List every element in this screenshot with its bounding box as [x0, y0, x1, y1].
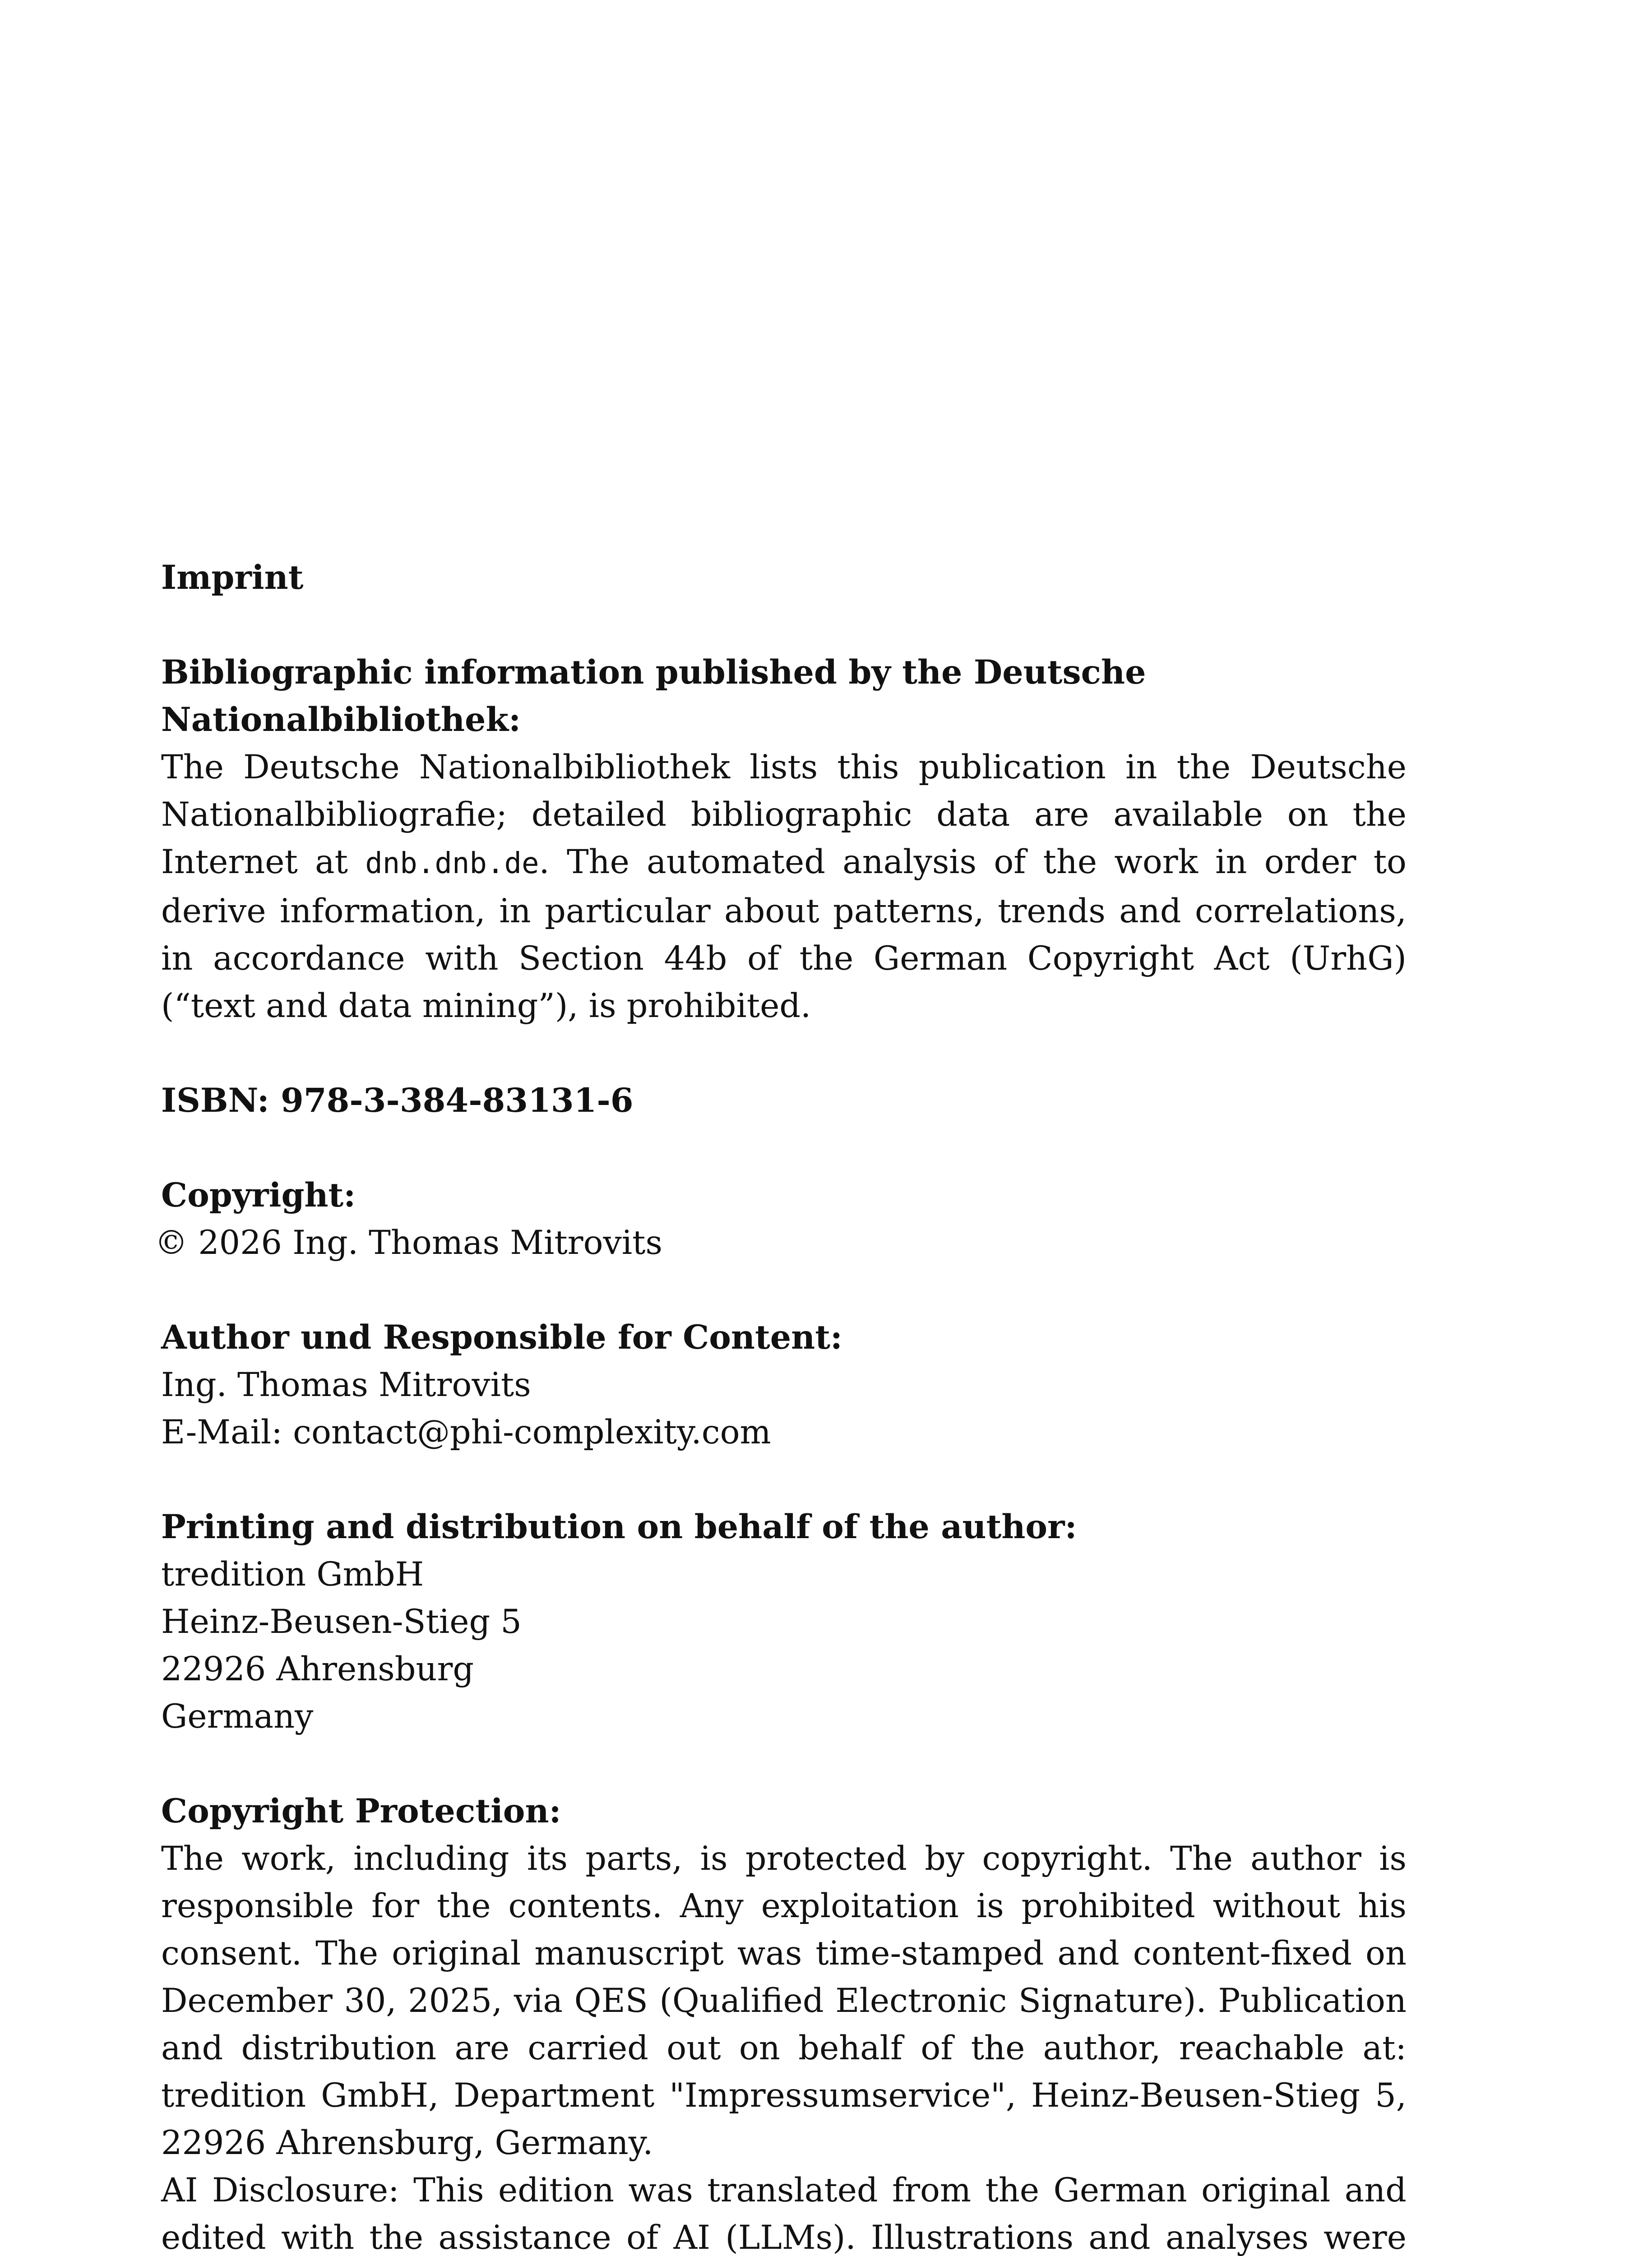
ai-disclosure: AI Disclosure: This edition was translated from the German original and edited with the assistance of AI (LLMs). Illustrations and analyses were [161, 2171, 1407, 2256]
bibliographic-paragraph [161, 744, 1407, 1030]
protection-heading: Copyright Protection: [161, 1792, 561, 1831]
bibliographic-text: The Deutsche Nationalbibliothek lists this publication in the Deutsche Nationalbibliografie; detailed bibliographic data are available on the Internet at [161, 748, 1407, 881]
imprint-page [155, 554, 1407, 2256]
author-heading: Author und Responsible for Content: [161, 1318, 842, 1357]
printer-name: tredition GmbH [161, 1555, 424, 1594]
dnb-url: dnb.dnb.de [365, 847, 539, 880]
protection-section [161, 1788, 1407, 2256]
isbn-section [161, 1077, 1407, 1124]
protection-text: The work, including its parts, is protected by copyright. The author is responsible for the contents. Any exploitation is prohibited without his consent. The original manuscript was time-stamped and content-fixed on December 30, 2025, via QES (Qualified Electronic Signature). Publication and distribution are carried out on behalf of the author, reachable at: tredition GmbH, Department "Impressumservice", Heinz-Beusen-Stieg 5, 22926 Ahrensburg, Germany. [161, 1840, 1407, 2162]
printer-street: Heinz-Beusen-Stieg 5 [161, 1603, 522, 1641]
printer-city: 22926 Ahrensburg [161, 1650, 474, 1688]
imprint-title: Imprint [161, 558, 304, 597]
copyright-heading: Copyright: [161, 1176, 356, 1215]
copyright-line: © 2026 Ing. Thomas Mitrovits [155, 1224, 662, 1262]
printing-section [161, 1503, 1407, 1740]
author-name: Ing. Thomas Mitrovits [161, 1366, 531, 1404]
tdm-text: The automated analysis of the work in order to derive information, in particular about patterns, trends and correlations, in accordance with Section 44b of the German Copyright Act (UrhG) (“text and data mining”), is prohibited. [161, 843, 1407, 1025]
printing-heading: Printing and distribution on behalf of the author: [161, 1507, 1077, 1546]
imprint-title-section [161, 554, 1407, 601]
author-section [161, 1314, 1407, 1456]
isbn: ISBN: 978-3-384-83131-6 [161, 1081, 634, 1120]
bibliographic-heading: Bibliographic information published by the Deutsche Nationalbibliothek: [161, 653, 1146, 739]
bibliographic-section [161, 649, 1407, 1030]
bibliographic-url-suffix: . [539, 843, 550, 881]
copyright-section [155, 1172, 1407, 1267]
author-email: E-Mail: contact@phi-complexity.com [161, 1413, 771, 1452]
printer-country: Germany [161, 1697, 314, 1736]
